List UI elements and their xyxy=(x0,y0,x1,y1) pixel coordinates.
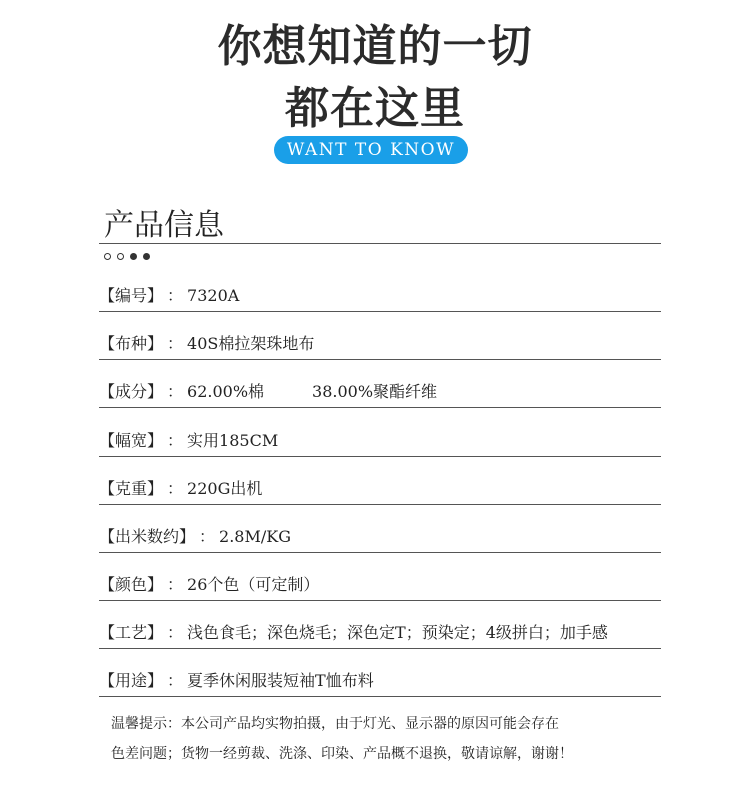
row-value: 26个色（可定制） xyxy=(187,575,320,594)
row-label: 【颜色】 xyxy=(99,575,164,594)
info-row-width xyxy=(99,430,661,457)
row-label: 【布种】 xyxy=(99,334,164,353)
row-value: 夏季休闲服装短袖T恤布料 xyxy=(187,671,374,690)
row-value-secondary: 38.00%聚酯纤维 xyxy=(312,382,438,401)
hero-title-line-1: 你想知道的一切 xyxy=(217,21,533,72)
dot-solid-icon xyxy=(130,253,137,260)
row-separator: ： xyxy=(199,527,216,546)
row-separator: ： xyxy=(167,623,184,642)
row-value: 2.8M/KG xyxy=(219,527,291,546)
want-to-know-badge: WANT TO KNOW xyxy=(274,136,468,164)
info-row-color xyxy=(99,574,661,601)
row-separator: ： xyxy=(167,671,184,690)
row-value: 7320A xyxy=(187,286,240,305)
info-row-code xyxy=(99,285,661,312)
section-title: 产品信息 xyxy=(104,208,224,243)
row-value: 62.00%棉 xyxy=(187,382,265,401)
notice-line-1: 温馨提示：本公司产品均实物拍摄，由于灯光、显示器的原因可能会存在 xyxy=(111,716,559,732)
decorative-dots xyxy=(104,253,150,260)
section-divider xyxy=(99,243,661,244)
row-label: 【编号】 xyxy=(99,286,164,305)
row-label: 【工艺】 xyxy=(99,623,164,642)
dot-solid-icon xyxy=(143,253,150,260)
row-value: 实用185CM xyxy=(187,431,279,450)
row-value: 浅色食毛；深色烧毛；深色定T；预染定；4级拼白；加手感 xyxy=(187,623,608,642)
row-value: 40S棉拉架珠地布 xyxy=(187,334,315,353)
row-label: 【出米数约】 xyxy=(99,527,196,546)
info-row-process xyxy=(99,622,661,649)
row-label: 【克重】 xyxy=(99,479,164,498)
notice-line-2: 色差问题；货物一经剪裁、洗涤、印染、产品概不退换，敬请谅解，谢谢！ xyxy=(111,746,573,762)
row-separator: ： xyxy=(167,334,184,353)
hero-title-line-2: 都在这里 xyxy=(285,83,465,134)
row-separator: ： xyxy=(167,431,184,450)
row-separator: ： xyxy=(167,382,184,401)
row-separator: ： xyxy=(167,286,184,305)
row-value: 220G出机 xyxy=(187,479,263,498)
row-separator: ： xyxy=(167,575,184,594)
row-label: 【用途】 xyxy=(99,671,164,690)
row-label: 【成分】 xyxy=(99,382,164,401)
info-row-fabric xyxy=(99,333,661,360)
info-row-composition xyxy=(99,381,661,408)
dot-hollow-icon xyxy=(117,253,124,260)
info-row-usage xyxy=(99,670,661,697)
dot-hollow-icon xyxy=(104,253,111,260)
info-row-yield xyxy=(99,526,661,553)
info-row-weight xyxy=(99,478,661,505)
row-label: 【幅宽】 xyxy=(99,431,164,450)
row-separator: ： xyxy=(167,479,184,498)
